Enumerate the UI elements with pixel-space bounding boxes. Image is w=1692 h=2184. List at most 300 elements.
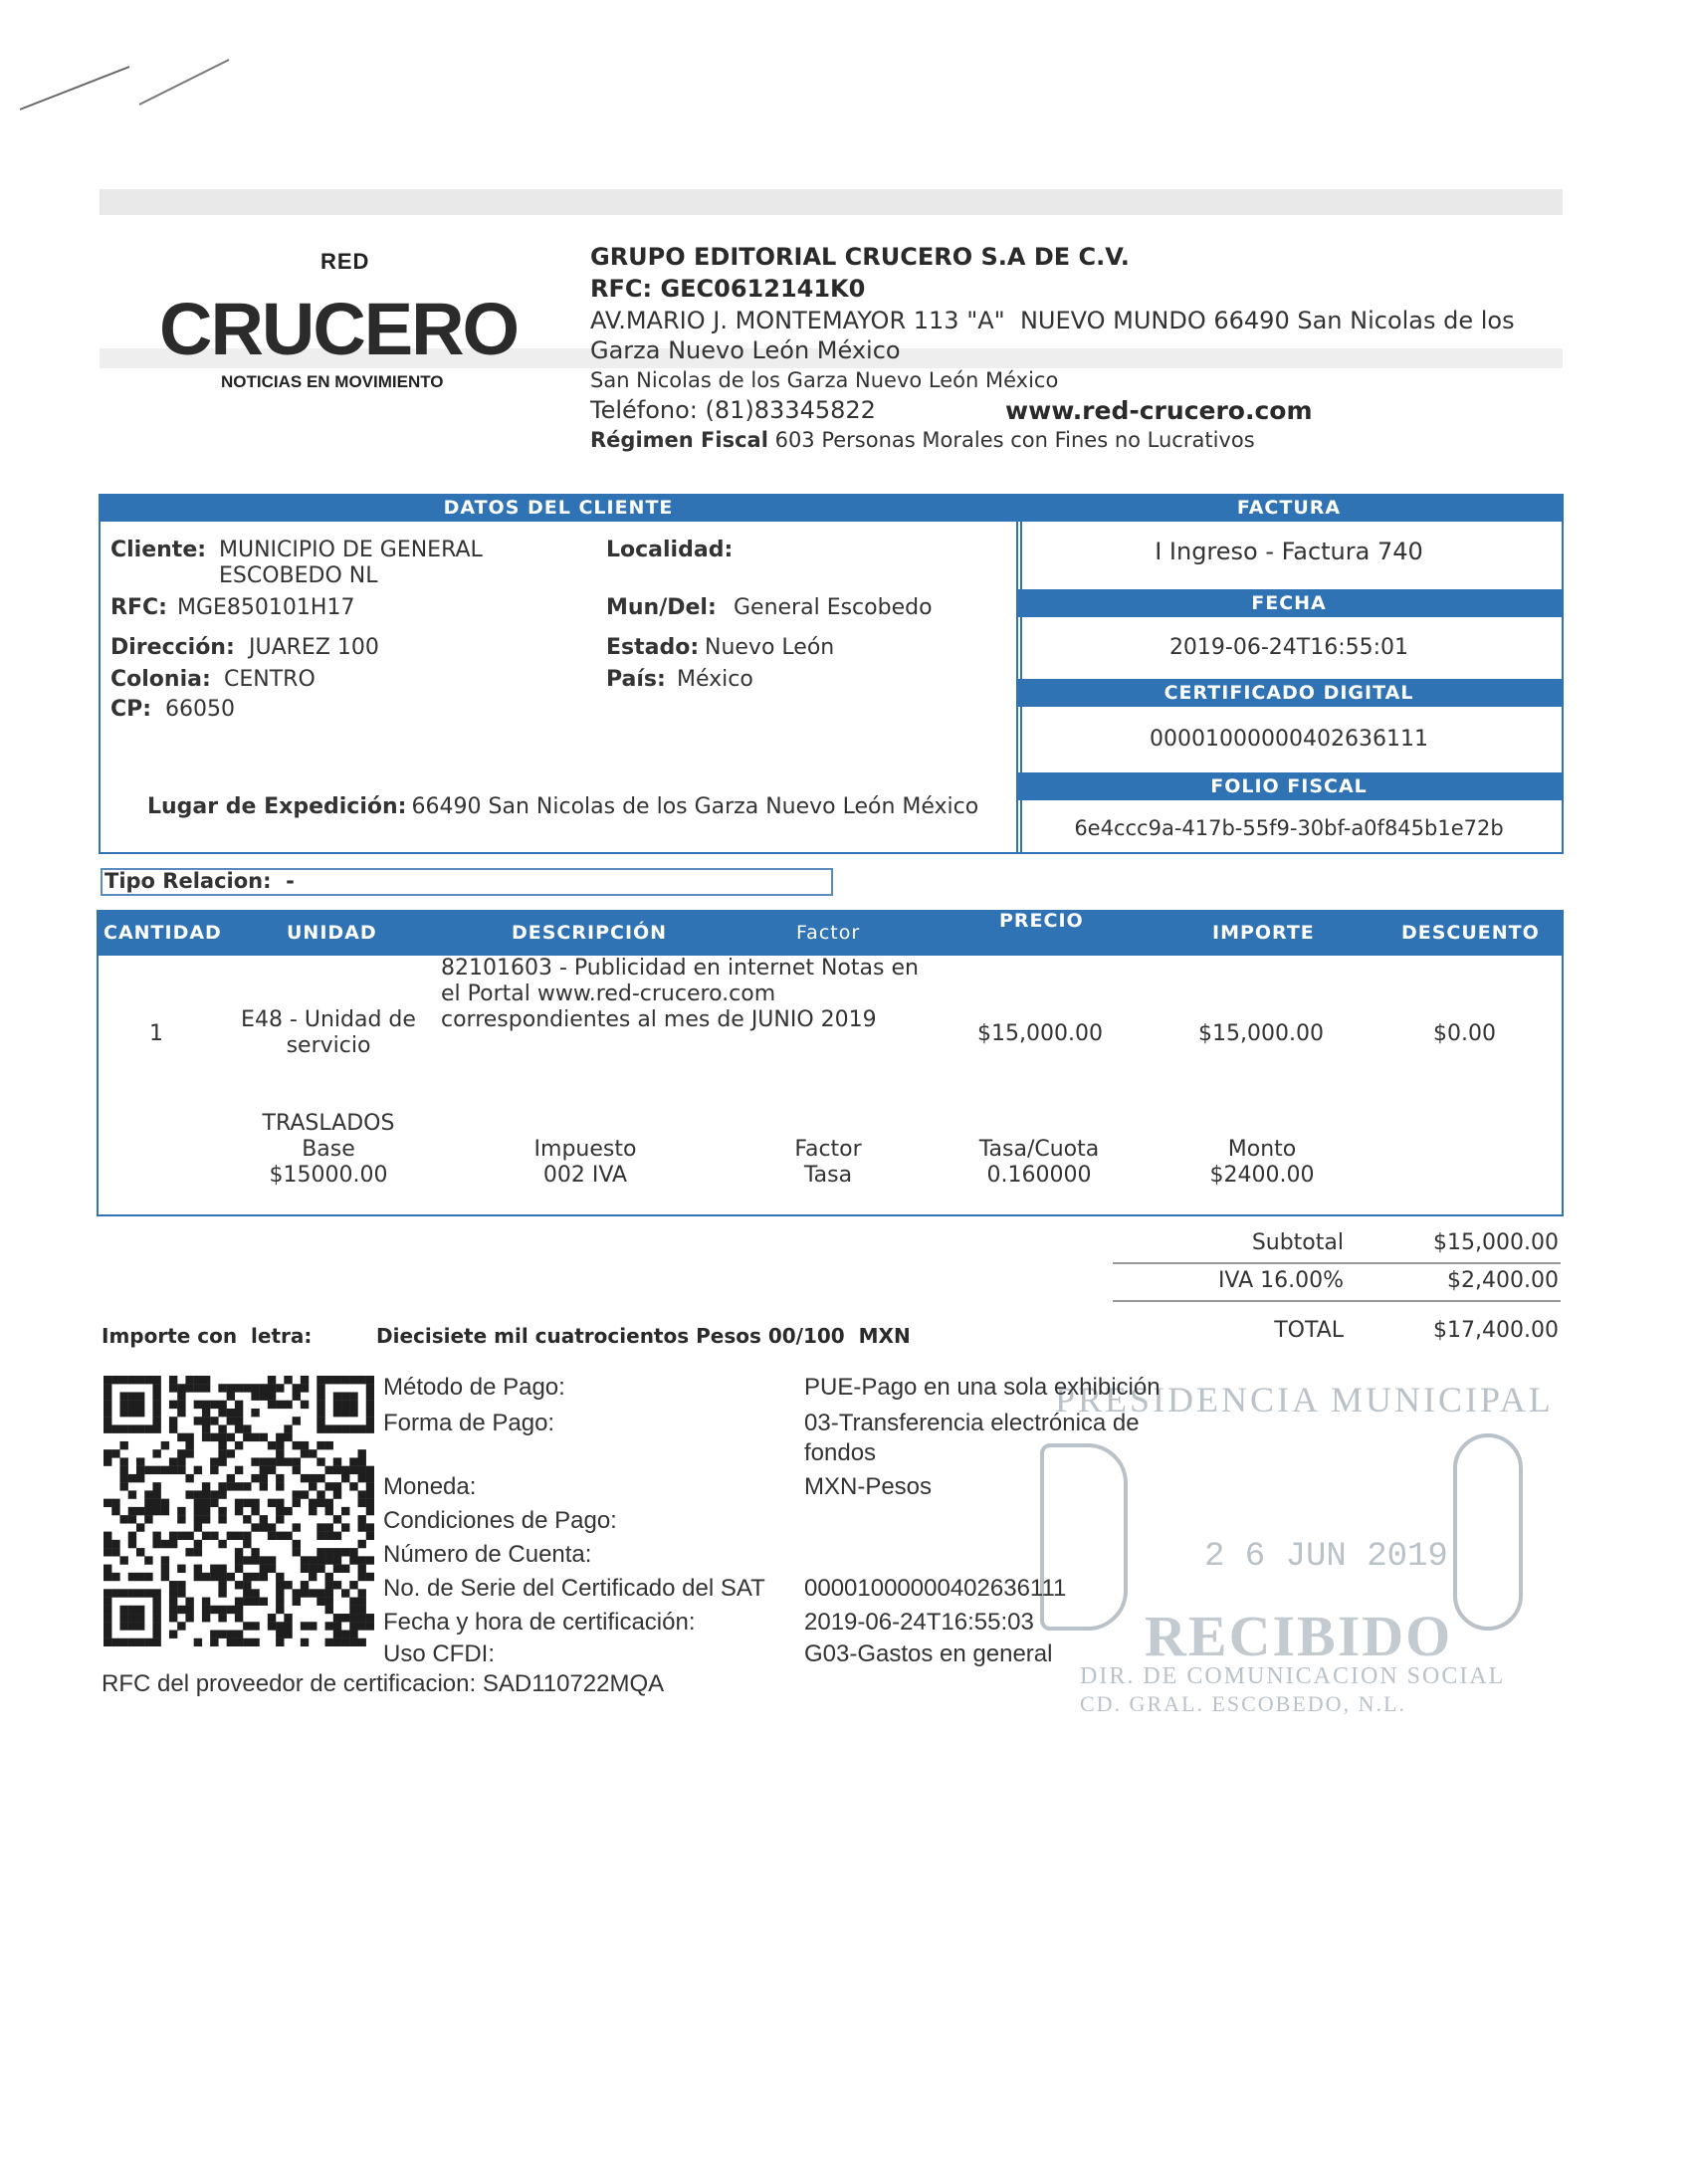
qr-module <box>128 1474 136 1482</box>
qr-module <box>227 1573 235 1581</box>
qr-module <box>119 1474 127 1482</box>
iva-label: IVA 16.00% <box>1217 1268 1344 1293</box>
qr-module <box>260 1466 268 1474</box>
qr-module <box>341 1614 349 1622</box>
direccion-label: Dirección: <box>110 635 235 660</box>
qr-code <box>104 1376 374 1646</box>
qr-module <box>301 1376 309 1384</box>
qr-module <box>325 1573 333 1581</box>
qr-module <box>366 1409 374 1417</box>
colonia-label: Colonia: <box>110 667 211 692</box>
qr-module <box>194 1417 202 1424</box>
qr-module <box>317 1548 324 1556</box>
qr-module <box>349 1457 357 1465</box>
qr-module <box>349 1556 357 1564</box>
qr-module <box>325 1556 333 1564</box>
qr-module <box>202 1482 210 1490</box>
metodo-value: PUE-Pago en una sola exhibición <box>804 1374 1161 1401</box>
qr-module <box>333 1631 341 1638</box>
qr-module <box>293 1548 301 1556</box>
client-section-title: DATOS DEL CLIENTE <box>99 494 1018 522</box>
qr-module <box>136 1606 144 1614</box>
qr-module <box>169 1598 177 1606</box>
qr-module <box>104 1606 111 1614</box>
qr-module <box>333 1548 341 1556</box>
qr-module <box>333 1409 341 1417</box>
qr-module <box>104 1589 111 1597</box>
qr-module <box>111 1548 119 1556</box>
qr-module <box>210 1466 218 1474</box>
qr-module <box>235 1417 243 1424</box>
qr-module <box>349 1581 357 1589</box>
qr-module <box>194 1466 202 1474</box>
qr-module <box>104 1457 111 1465</box>
qr-module <box>243 1581 251 1589</box>
qr-module <box>202 1424 210 1432</box>
factura-title: FACTURA <box>1016 494 1562 522</box>
qr-module <box>341 1631 349 1638</box>
qr-module <box>152 1401 160 1409</box>
qr-module <box>177 1581 185 1589</box>
qr-module <box>144 1424 152 1432</box>
qr-module <box>325 1466 333 1474</box>
qr-module <box>119 1589 127 1597</box>
qr-module <box>202 1417 210 1424</box>
qr-module <box>317 1409 324 1417</box>
stamp-date: 2 6 JUN 2019 <box>1204 1538 1448 1576</box>
qr-module <box>235 1424 243 1432</box>
qr-module <box>366 1532 374 1540</box>
qr-module <box>218 1515 226 1523</box>
qr-module <box>161 1466 169 1474</box>
qr-module <box>169 1589 177 1597</box>
qr-module <box>251 1598 259 1606</box>
traslados-monto-value: $2400.00 <box>1209 1163 1315 1188</box>
header-factor: Factor <box>796 922 861 944</box>
qr-module <box>317 1556 324 1564</box>
qr-module <box>366 1622 374 1630</box>
qr-module <box>111 1540 119 1548</box>
qr-module <box>104 1409 111 1417</box>
qr-module <box>119 1638 127 1646</box>
qr-module <box>111 1589 119 1597</box>
qr-module <box>243 1573 251 1581</box>
header-precio: PRECIO <box>999 910 1084 932</box>
qr-module <box>104 1499 111 1507</box>
qr-module <box>218 1401 226 1409</box>
totals-divider <box>1113 1300 1561 1302</box>
qr-module <box>218 1573 226 1581</box>
qr-module <box>276 1598 284 1606</box>
qr-module <box>366 1474 374 1482</box>
qr-module <box>268 1376 276 1384</box>
qr-module <box>276 1401 284 1409</box>
qr-module <box>268 1614 276 1622</box>
qr-module <box>268 1441 276 1449</box>
qr-module <box>202 1499 210 1507</box>
qr-module <box>218 1507 226 1515</box>
qr-module <box>276 1457 284 1465</box>
localidad-label: Localidad: <box>606 538 734 562</box>
qr-module <box>104 1638 111 1646</box>
qr-module <box>301 1565 309 1573</box>
qr-module <box>169 1376 177 1384</box>
qr-module <box>301 1401 309 1409</box>
qr-module <box>366 1573 374 1581</box>
qr-module <box>276 1384 284 1392</box>
qr-module <box>152 1631 160 1638</box>
lugar-value: 66490 San Nicolas de los Garza Nuevo León México <box>411 794 979 819</box>
qr-module <box>260 1598 268 1606</box>
qr-module <box>243 1556 251 1564</box>
qr-module <box>235 1598 243 1606</box>
qr-module <box>177 1433 185 1441</box>
qr-module <box>309 1573 317 1581</box>
pais-value: México <box>677 667 753 692</box>
qr-module <box>276 1433 284 1441</box>
qr-module <box>301 1589 309 1597</box>
qr-module <box>227 1631 235 1638</box>
qr-module <box>317 1441 324 1449</box>
qr-module <box>218 1631 226 1638</box>
qr-module <box>128 1540 136 1548</box>
qr-module <box>136 1401 144 1409</box>
qr-module <box>235 1548 243 1556</box>
qr-module <box>260 1433 268 1441</box>
qr-module <box>293 1417 301 1424</box>
qr-module <box>111 1449 119 1457</box>
qr-module <box>152 1417 160 1424</box>
qr-module <box>169 1631 177 1638</box>
item-unidad-line1: E48 - Unidad de <box>241 1007 416 1032</box>
qr-module <box>194 1490 202 1498</box>
qr-module <box>235 1614 243 1622</box>
qr-module <box>251 1409 259 1417</box>
qr-module <box>161 1499 169 1507</box>
qr-module <box>317 1532 324 1540</box>
qr-module <box>333 1490 341 1498</box>
qr-module <box>358 1457 366 1465</box>
qr-module <box>185 1376 193 1384</box>
qr-module <box>202 1598 210 1606</box>
qr-module <box>325 1548 333 1556</box>
qr-module <box>251 1556 259 1564</box>
qr-module <box>358 1573 366 1581</box>
qr-module <box>333 1482 341 1490</box>
qr-module <box>136 1589 144 1597</box>
qr-module <box>276 1482 284 1490</box>
qr-module <box>144 1638 152 1646</box>
qr-module <box>317 1490 324 1498</box>
qr-module <box>276 1474 284 1482</box>
qr-module <box>317 1392 324 1400</box>
qr-module <box>333 1638 341 1646</box>
qr-module <box>185 1532 193 1540</box>
qr-module <box>243 1424 251 1432</box>
qr-module <box>218 1540 226 1548</box>
qr-module <box>185 1474 193 1482</box>
fecha-value: 2019-06-24T16:55:01 <box>1168 635 1409 660</box>
qr-module <box>309 1474 317 1482</box>
qr-module <box>243 1515 251 1523</box>
qr-module <box>202 1606 210 1614</box>
qr-module <box>284 1507 292 1515</box>
issuer-address-line1: AV.MARIO J. MONTEMAYOR 113 "A" NUEVO MUNDO 66490 San Nicolas de los <box>590 307 1515 334</box>
item-descripcion-line2: el Portal www.red-crucero.com <box>441 982 776 1006</box>
qr-module <box>366 1466 374 1474</box>
qr-module <box>210 1401 218 1409</box>
qr-module <box>243 1540 251 1548</box>
item-cantidad: 1 <box>149 1021 163 1046</box>
qr-module <box>268 1392 276 1400</box>
qr-module <box>128 1606 136 1614</box>
qr-module <box>111 1499 119 1507</box>
qr-module <box>276 1638 284 1646</box>
qr-module <box>268 1532 276 1540</box>
qr-module <box>210 1573 218 1581</box>
qr-module <box>185 1449 193 1457</box>
qr-module <box>325 1376 333 1384</box>
qr-module <box>235 1556 243 1564</box>
qr-module <box>177 1589 185 1597</box>
qr-module <box>227 1482 235 1490</box>
qr-module <box>161 1540 169 1548</box>
qr-module <box>358 1490 366 1498</box>
qr-module <box>349 1638 357 1646</box>
staple-mark <box>15 55 234 124</box>
qr-module <box>301 1441 309 1449</box>
qr-module <box>251 1392 259 1400</box>
qr-module <box>358 1540 366 1548</box>
qr-module <box>169 1614 177 1622</box>
qr-module <box>119 1409 127 1417</box>
qr-module <box>366 1482 374 1490</box>
serie-value: 00001000000402636111 <box>804 1575 1067 1602</box>
qr-module <box>349 1598 357 1606</box>
qr-module <box>309 1556 317 1564</box>
qr-module <box>185 1384 193 1392</box>
qr-module <box>136 1548 144 1556</box>
folio-value: 6e4ccc9a-417b-55f9-30bf-a0f845b1e72b <box>1074 816 1504 840</box>
qr-module <box>341 1409 349 1417</box>
qr-module <box>293 1540 301 1548</box>
qr-module <box>144 1466 152 1474</box>
qr-module <box>104 1565 111 1573</box>
qr-module <box>227 1449 235 1457</box>
stamp-line2: CD. GRAL. ESCOBEDO, N.L. <box>1080 1691 1406 1716</box>
qr-module <box>243 1532 251 1540</box>
qr-module <box>325 1441 333 1449</box>
qr-module <box>202 1515 210 1523</box>
qr-module <box>366 1490 374 1498</box>
qr-module <box>227 1433 235 1441</box>
qr-module <box>333 1376 341 1384</box>
qr-module <box>268 1622 276 1630</box>
qr-module <box>128 1424 136 1432</box>
qr-module <box>227 1384 235 1392</box>
qr-module <box>317 1589 324 1597</box>
qr-module <box>152 1490 160 1498</box>
issuer-rfc: RFC: GEC0612141K0 <box>590 275 866 303</box>
qr-module <box>210 1532 218 1540</box>
folio-title: FOLIO FISCAL <box>1016 772 1562 800</box>
qr-module <box>358 1598 366 1606</box>
qr-module <box>218 1581 226 1589</box>
qr-module <box>268 1401 276 1409</box>
metodo-label: Método de Pago: <box>383 1374 565 1401</box>
qr-module <box>119 1515 127 1523</box>
issuer-address-line2: Garza Nuevo León México <box>590 336 901 364</box>
qr-module <box>358 1515 366 1523</box>
qr-module <box>194 1507 202 1515</box>
qr-module <box>341 1401 349 1409</box>
qr-module <box>260 1523 268 1531</box>
qr-module <box>144 1376 152 1384</box>
cliente-label: Cliente: <box>110 538 207 562</box>
qr-module <box>268 1556 276 1564</box>
qr-module <box>227 1409 235 1417</box>
qr-module <box>210 1638 218 1646</box>
qr-module <box>349 1466 357 1474</box>
qr-module <box>111 1638 119 1646</box>
qr-module <box>235 1409 243 1417</box>
qr-module <box>152 1638 160 1646</box>
qr-module <box>317 1457 324 1465</box>
qr-module <box>144 1515 152 1523</box>
qr-module <box>251 1474 259 1482</box>
qr-module <box>136 1573 144 1581</box>
qr-module <box>349 1614 357 1622</box>
qr-module <box>358 1614 366 1622</box>
qr-module <box>210 1606 218 1614</box>
qr-module <box>128 1409 136 1417</box>
qr-module <box>293 1490 301 1498</box>
qr-module <box>341 1589 349 1597</box>
qr-module <box>341 1474 349 1482</box>
qr-module <box>218 1441 226 1449</box>
qr-module <box>366 1376 374 1384</box>
qr-module <box>325 1507 333 1515</box>
qr-module <box>202 1433 210 1441</box>
qr-module <box>366 1614 374 1622</box>
qr-module <box>169 1417 177 1424</box>
qr-module <box>152 1540 160 1548</box>
qr-module <box>194 1401 202 1409</box>
qr-module <box>301 1638 309 1646</box>
qr-module <box>341 1507 349 1515</box>
subtotal-value: $15,000.00 <box>1433 1230 1559 1255</box>
qr-module <box>104 1392 111 1400</box>
qr-module <box>341 1565 349 1573</box>
qr-module <box>260 1556 268 1564</box>
qr-module <box>309 1565 317 1573</box>
qr-module <box>210 1490 218 1498</box>
qr-module <box>202 1573 210 1581</box>
traslados-base-label: Base <box>302 1137 355 1162</box>
qr-module <box>202 1401 210 1409</box>
client-rfc-label: RFC: <box>110 595 167 620</box>
uso-cfdi-value: G03-Gastos en general <box>804 1640 1053 1667</box>
logo-tagline: NOTICIAS EN MOVIMIENTO <box>221 372 444 391</box>
qr-module <box>251 1589 259 1597</box>
condiciones-label: Condiciones de Pago: <box>383 1507 617 1534</box>
qr-module <box>366 1401 374 1409</box>
qr-module <box>177 1565 185 1573</box>
qr-module <box>136 1507 144 1515</box>
qr-module <box>366 1392 374 1400</box>
qr-module <box>276 1606 284 1614</box>
qr-module <box>235 1482 243 1490</box>
qr-module <box>119 1614 127 1622</box>
qr-module <box>152 1409 160 1417</box>
qr-module <box>349 1409 357 1417</box>
qr-module <box>104 1548 111 1556</box>
qr-module <box>276 1581 284 1589</box>
qr-module <box>104 1573 111 1581</box>
qr-module <box>128 1401 136 1409</box>
qr-module <box>185 1606 193 1614</box>
qr-module <box>309 1482 317 1490</box>
qr-module <box>235 1466 243 1474</box>
qr-module <box>136 1614 144 1622</box>
qr-module <box>341 1638 349 1646</box>
colonia-value: CENTRO <box>224 667 316 692</box>
qr-module <box>111 1573 119 1581</box>
qr-module <box>235 1606 243 1614</box>
qr-module <box>104 1417 111 1424</box>
qr-module <box>210 1499 218 1507</box>
qr-module <box>169 1466 177 1474</box>
qr-module <box>185 1433 193 1441</box>
qr-module <box>177 1392 185 1400</box>
qr-module <box>349 1548 357 1556</box>
qr-module <box>325 1482 333 1490</box>
cliente-value-line1: MUNICIPIO DE GENERAL <box>219 538 483 562</box>
lugar-expedicion <box>147 794 978 819</box>
qr-module <box>152 1614 160 1622</box>
qr-module <box>152 1499 160 1507</box>
qr-module <box>136 1523 144 1531</box>
qr-module <box>104 1631 111 1638</box>
qr-module <box>177 1457 185 1465</box>
qr-module <box>341 1376 349 1384</box>
issuer-website: www.red-crucero.com <box>1005 396 1313 425</box>
qr-module <box>111 1376 119 1384</box>
qr-module <box>104 1622 111 1630</box>
header-cantidad: CANTIDAD <box>104 922 222 944</box>
qr-module <box>152 1392 160 1400</box>
qr-module <box>104 1449 111 1457</box>
qr-module <box>235 1631 243 1638</box>
qr-module <box>185 1490 193 1498</box>
header-unidad: UNIDAD <box>287 922 377 944</box>
traslados-title: TRASLADOS <box>262 1111 395 1136</box>
certificado-title: CERTIFICADO DIGITAL <box>1016 679 1562 707</box>
qr-module <box>276 1507 284 1515</box>
qr-module <box>218 1606 226 1614</box>
qr-module <box>119 1606 127 1614</box>
qr-module <box>317 1424 324 1432</box>
qr-module <box>284 1581 292 1589</box>
qr-module <box>341 1466 349 1474</box>
qr-module <box>235 1638 243 1646</box>
qr-module <box>293 1499 301 1507</box>
traslados-impuesto-value: 002 IVA <box>542 1163 628 1188</box>
qr-module <box>119 1376 127 1384</box>
qr-module <box>235 1499 243 1507</box>
totals-divider <box>1113 1262 1561 1264</box>
qr-module <box>325 1499 333 1507</box>
